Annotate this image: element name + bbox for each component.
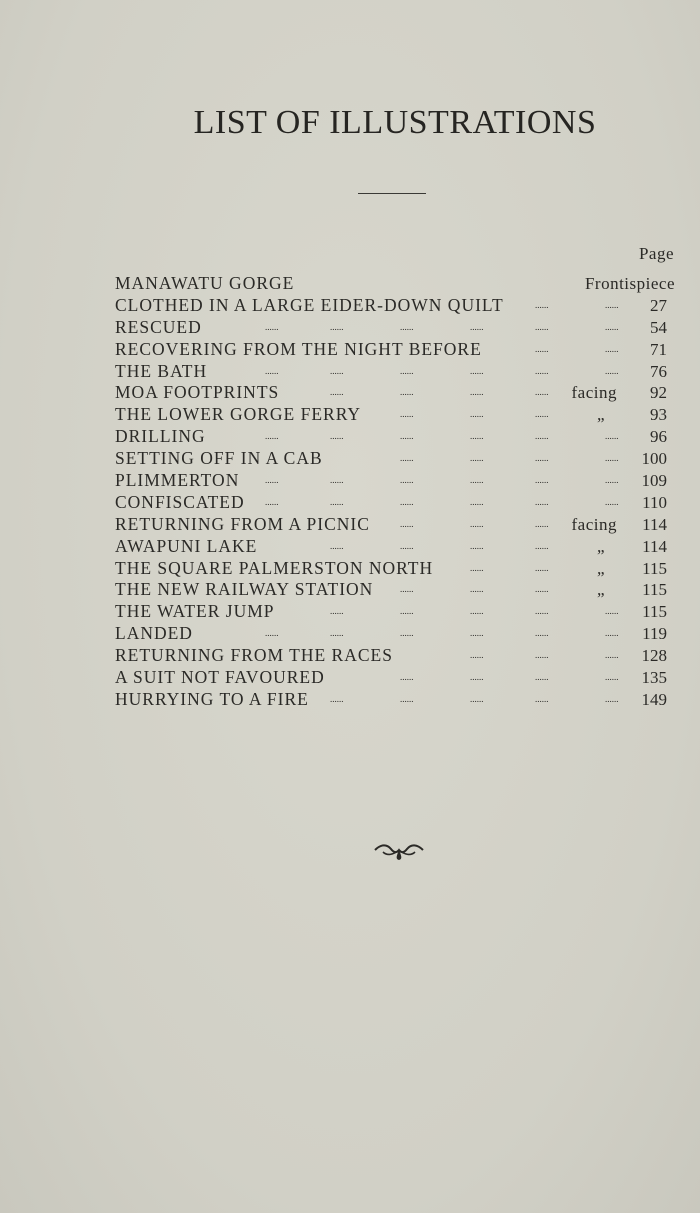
list-item (115, 382, 675, 404)
leader-dots: ...... (605, 453, 619, 464)
leader-dots: ...... (330, 431, 344, 442)
leader-dots: ...... (470, 672, 484, 683)
page-number: Frontispiece (584, 274, 675, 293)
leader-dots: ...... (605, 496, 619, 507)
leader-dots: ...... (265, 496, 279, 507)
page-number: 115 (642, 580, 667, 600)
illustration-title: MOA FOOTPRINTS (115, 382, 280, 403)
page-number: 96 (650, 427, 667, 447)
leader-dots: ...... (605, 606, 619, 617)
page-number: 109 (641, 471, 667, 491)
leader-dots: ...... (400, 409, 414, 420)
leader-dots: ...... (265, 365, 279, 376)
leader-dots: ...... (265, 475, 279, 486)
leader-dots: ...... (330, 606, 344, 617)
leader-dots: ...... (535, 693, 549, 704)
leader-dots: ...... (470, 540, 484, 551)
page-number: 114 (642, 514, 667, 534)
facing-note: „ (596, 536, 605, 556)
leader-dots: ...... (605, 321, 619, 332)
illustration-title: MANAWATU GORGE (115, 273, 295, 293)
leader-dots: ...... (535, 496, 549, 507)
list-item (115, 601, 675, 623)
leader-dots: ...... (400, 540, 414, 551)
leader-dots: ...... (535, 365, 549, 376)
leader-dots: ...... (535, 453, 549, 464)
leader-dots: ...... (330, 365, 344, 376)
illustration-title: THE BATH (115, 360, 208, 381)
leader-dots: ...... (470, 584, 484, 595)
page-number: 76 (650, 361, 667, 381)
leader-dots: ...... (470, 650, 484, 661)
leader-dots: ...... (400, 453, 414, 464)
list-item (115, 514, 675, 536)
leader-dots: ...... (330, 496, 344, 507)
list-item (115, 536, 675, 558)
page-column-label: Page (638, 244, 674, 263)
list-item (115, 404, 675, 426)
leader-dots: ...... (400, 475, 414, 486)
page-number: 71 (650, 339, 667, 359)
illustration-title: RETURNING FROM A PICNIC (115, 513, 370, 534)
list-item (115, 448, 675, 470)
leader-dots: ...... (400, 321, 414, 332)
leader-dots: ...... (470, 693, 484, 704)
leader-dots: ...... (470, 628, 484, 639)
leader-dots: ...... (535, 299, 549, 310)
leader-dots: ...... (535, 409, 549, 420)
illustration-title: CONFISCATED (115, 491, 245, 512)
list-item (115, 470, 675, 492)
illustration-title: AWAPUNI LAKE (115, 535, 258, 556)
leader-dots: ...... (470, 409, 484, 420)
leader-dots: ...... (535, 628, 549, 639)
leader-dots: ...... (470, 387, 484, 398)
leader-dots: ...... (535, 606, 549, 617)
list-item (115, 339, 675, 361)
leader-dots: ...... (470, 431, 484, 442)
list-item (115, 295, 675, 317)
illustration-title: LANDED (115, 623, 193, 644)
list-item (115, 558, 675, 580)
leader-dots: ...... (535, 431, 549, 442)
page-number: 128 (641, 646, 667, 666)
leader-dots: ...... (265, 431, 279, 442)
illustration-title: CLOTHED IN A LARGE EIDER-DOWN QUILT (115, 294, 504, 315)
page-number: 115 (642, 558, 667, 578)
list-item (115, 361, 675, 383)
leader-dots: ...... (400, 431, 414, 442)
leader-dots: ...... (535, 584, 549, 595)
page-number: 135 (641, 668, 667, 688)
list-item (115, 579, 675, 601)
list-item (115, 317, 675, 339)
page-title: LIST OF ILLUSTRATIONS (193, 104, 597, 141)
page-number: 115 (642, 602, 667, 622)
illustration-title: HURRYING TO A FIRE (115, 688, 309, 709)
leader-dots: ...... (470, 606, 484, 617)
illustrations-list (115, 273, 675, 711)
leader-dots: ...... (605, 343, 619, 354)
illustration-title: RECOVERING FROM THE NIGHT BEFORE (115, 338, 482, 359)
leader-dots: ...... (535, 672, 549, 683)
page-number: 54 (650, 317, 667, 337)
leader-dots: ...... (265, 628, 279, 639)
list-item (115, 667, 675, 689)
list-item (115, 689, 675, 711)
facing-note: facing (571, 514, 617, 534)
leader-dots: ...... (605, 650, 619, 661)
leader-dots: ...... (400, 518, 414, 529)
page-number: 93 (650, 405, 667, 425)
illustration-title: THE WATER JUMP (115, 601, 275, 622)
leader-dots: ...... (330, 475, 344, 486)
list-item (115, 492, 675, 514)
leader-dots: ...... (400, 365, 414, 376)
list-item (115, 645, 675, 667)
leader-dots: ...... (400, 584, 414, 595)
illustration-title: SETTING OFF IN A CAB (115, 448, 323, 469)
leader-dots: ...... (470, 475, 484, 486)
page-number: 110 (642, 492, 667, 512)
list-item (115, 623, 675, 645)
page-number: 92 (650, 383, 667, 403)
illustration-title: DRILLING (115, 426, 206, 447)
leader-dots: ...... (605, 475, 619, 486)
leader-dots: ...... (470, 365, 484, 376)
leader-dots: ...... (400, 672, 414, 683)
page-number: 100 (641, 449, 667, 469)
page-number: 114 (642, 536, 667, 556)
leader-dots: ...... (605, 365, 619, 376)
leader-dots: ...... (400, 606, 414, 617)
page-number: 27 (650, 295, 667, 315)
leader-dots: ...... (330, 693, 344, 704)
leader-dots: ...... (400, 496, 414, 507)
page-number: 149 (641, 689, 667, 709)
leader-dots: ...... (330, 628, 344, 639)
leader-dots: ...... (400, 693, 414, 704)
leader-dots: ...... (605, 693, 619, 704)
leader-dots: ...... (605, 672, 619, 683)
illustration-title: PLIMMERTON (115, 470, 240, 491)
facing-note: „ (596, 580, 605, 600)
list-item (115, 426, 675, 448)
facing-note: facing (571, 383, 617, 403)
leader-dots: ...... (535, 518, 549, 529)
leader-dots: ...... (535, 321, 549, 332)
illustration-title: A SUIT NOT FAVOURED (115, 667, 325, 688)
leader-dots: ...... (535, 540, 549, 551)
title-rule (358, 193, 426, 194)
leader-dots: ...... (535, 387, 549, 398)
illustration-title: RESCUED (115, 316, 202, 337)
leader-dots: ...... (400, 628, 414, 639)
leader-dots: ...... (470, 562, 484, 573)
leader-dots: ...... (605, 431, 619, 442)
leader-dots: ...... (535, 343, 549, 354)
printer-ornament-icon (373, 840, 425, 862)
leader-dots: ...... (470, 518, 484, 529)
leader-dots: ...... (535, 650, 549, 661)
illustration-title: THE NEW RAILWAY STATION (115, 579, 374, 600)
leader-dots: ...... (535, 562, 549, 573)
leader-dots: ...... (330, 387, 344, 398)
leader-dots: ...... (470, 496, 484, 507)
leader-dots: ...... (330, 321, 344, 332)
leader-dots: ...... (265, 321, 279, 332)
leader-dots: ...... (470, 453, 484, 464)
leader-dots: ...... (605, 299, 619, 310)
facing-note: „ (596, 405, 605, 425)
leader-dots: ...... (400, 387, 414, 398)
leader-dots: ...... (605, 628, 619, 639)
page-number: 119 (642, 624, 667, 644)
leader-dots: ...... (535, 475, 549, 486)
leader-dots: ...... (470, 321, 484, 332)
list-item (115, 273, 675, 295)
leader-dots: ...... (330, 540, 344, 551)
illustration-title: RETURNING FROM THE RACES (115, 645, 393, 666)
illustration-title: THE SQUARE PALMERSTON NORTH (115, 557, 434, 578)
facing-note: „ (596, 558, 605, 578)
illustration-title: THE LOWER GORGE FERRY (115, 404, 362, 425)
